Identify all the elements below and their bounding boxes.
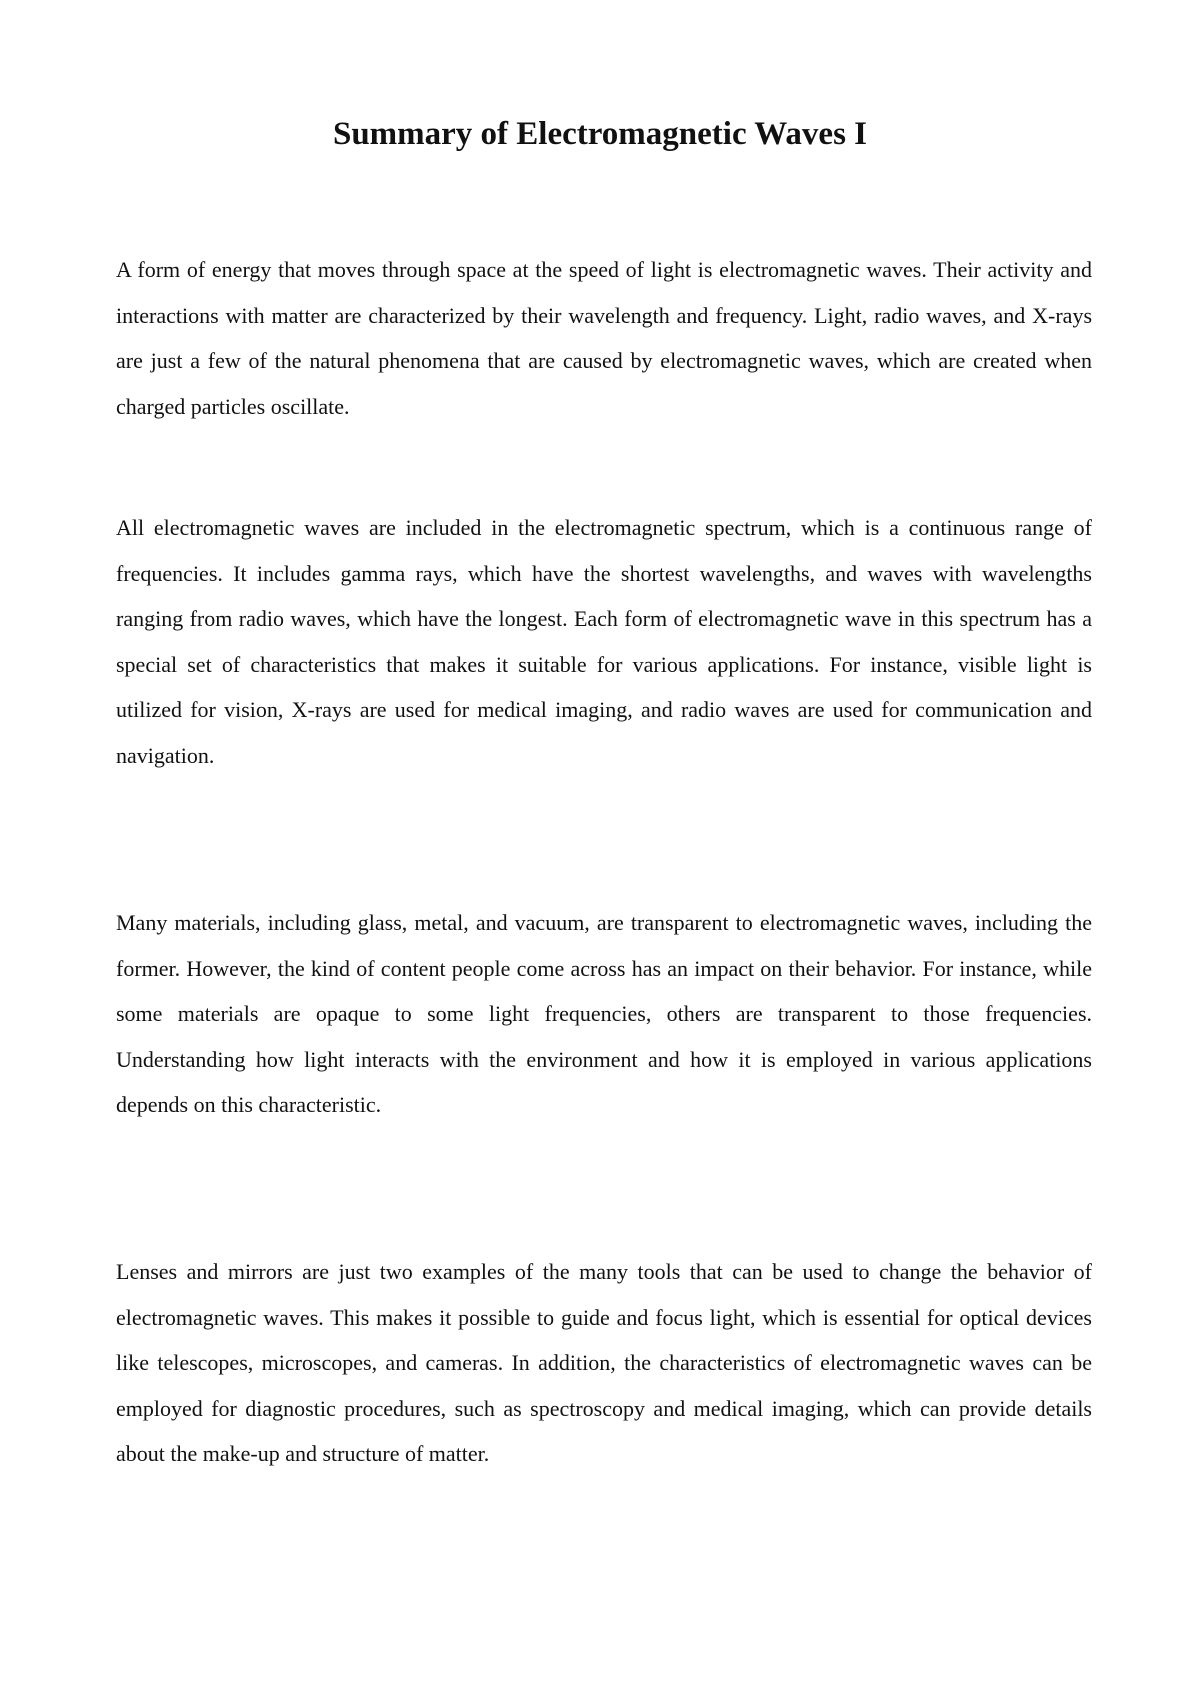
paragraph-1: A form of energy that moves through space at the speed of light is electromagnetic waves. Their activity and interactions with matter are characterized by their wavelength and frequency. Light, radio waves, and X-rays are just a few of the natural phenomena that are caused by electromagnetic waves, which are created when charged particles oscillate.	[116, 257, 1092, 419]
paragraph-2: All electromagnetic waves are included in the electromagnetic spectrum, which is a continuous range of frequencies. It includes gamma rays, which have the shortest wavelengths, and waves with wavelengths ranging from radio waves, which have the longest. Each form of electromagnetic wave in this spectrum has a special set of characteristics that makes it suitable for various applications. For instance, visible light is utilized for vision, X-rays are used for medical imaging, and radio waves are used for communication and navigation.	[116, 515, 1092, 768]
page-title: Summary of Electromagnetic Waves I	[332, 116, 868, 152]
paragraph-3: Many materials, including glass, metal, and vacuum, are transparent to electromagnetic waves, including the former. However, the kind of content people come across has an impact on their behavior. For instance, while some materials are opaque to some light frequencies, others are transparent to those frequencies. Understanding how light interacts with the environment and how it is employed in various applications depends on this characteristic.	[116, 910, 1092, 1117]
paragraph-4: Lenses and mirrors are just two examples of the many tools that can be used to change the behavior of electromagnetic waves. This makes it possible to guide and focus light, which is essential for optical devices like telescopes, microscopes, and cameras. In addition, the characteristics of electromagnetic waves can be employed for diagnostic procedures, such as spectroscopy and medical imaging, which can provide details about the make-up and structure of matter.	[116, 1259, 1092, 1466]
